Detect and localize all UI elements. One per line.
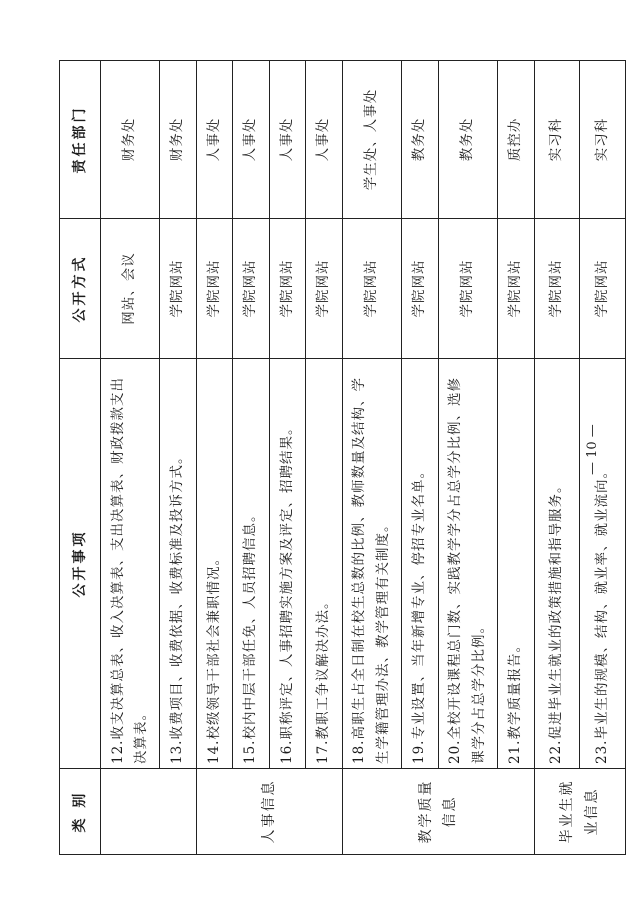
page-number: — 10 — <box>585 424 600 475</box>
department-cell: 教务处 <box>402 61 439 219</box>
department-cell: 人事处 <box>306 61 343 219</box>
item-cell: 12.收支决算总表、收入决算表、支出决算表、财政拨款支出决算表。 <box>101 359 160 769</box>
table-row <box>438 61 497 855</box>
method-cell: 学院网站 <box>534 219 580 359</box>
header-method: 公开方式 <box>60 219 101 359</box>
item-cell: 23.毕业生的规模、结构、就业率、就业流向。 <box>580 359 626 769</box>
table-row <box>498 61 535 855</box>
department-cell: 人事处 <box>233 61 270 219</box>
method-cell: 学院网站 <box>196 219 233 359</box>
method-cell: 学院网站 <box>580 219 626 359</box>
header-department: 责任部门 <box>60 61 101 219</box>
department-cell: 质控办 <box>498 61 535 219</box>
disclosure-table <box>59 60 626 855</box>
item-cell: 15.校内中层干部任免、人员招聘信息。 <box>233 359 270 769</box>
table-row <box>269 61 306 855</box>
category-cell-finance <box>101 769 197 855</box>
table-header-row <box>60 61 101 855</box>
category-graduate-employment: 毕业生就业信息 <box>534 769 625 855</box>
department-cell: 实习科 <box>580 61 626 219</box>
header-category: 类 别 <box>60 769 101 855</box>
table-row <box>233 61 270 855</box>
item-cell: 17.教职工争议解决办法。 <box>306 359 343 769</box>
department-cell: 财务处 <box>160 61 197 219</box>
method-cell: 学院网站 <box>160 219 197 359</box>
item-cell: 14.校级领导干部社会兼职情况。 <box>196 359 233 769</box>
table-row <box>402 61 439 855</box>
item-cell: 18.高职生占全日制在校生总数的比例、教师数量及结构、学生学籍管理办法、教学管理有关制度。 <box>342 359 401 769</box>
table-row <box>342 61 401 855</box>
method-cell: 学院网站 <box>269 219 306 359</box>
method-cell: 学院网站 <box>342 219 401 359</box>
item-cell: 20.全校开设课程总门数、实践教学学分占总学分比例、选修课学分占总学分比例。 <box>438 359 497 769</box>
item-cell: 13.收费项目、收费依据、收费标准及投诉方式。 <box>160 359 197 769</box>
category-personnel: 人事信息 <box>196 769 342 855</box>
item-cell: 21.教学质量报告。 <box>498 359 535 769</box>
item-cell: 16.职称评定、人事招聘实施方案及评定、招聘结果。 <box>269 359 306 769</box>
department-cell: 实习科 <box>534 61 580 219</box>
department-cell: 教务处 <box>438 61 497 219</box>
method-cell: 学院网站 <box>306 219 343 359</box>
table-row <box>196 61 233 855</box>
department-cell: 学生处、人事处 <box>342 61 401 219</box>
rotated-page <box>59 61 626 855</box>
table-row <box>101 61 160 855</box>
item-cell: 19.专业设置、当年新增专业、停招专业名单。 <box>402 359 439 769</box>
method-cell: 网站、会议 <box>101 219 160 359</box>
method-cell: 学院网站 <box>438 219 497 359</box>
table-row <box>160 61 197 855</box>
department-cell: 财务处 <box>101 61 160 219</box>
method-cell: 学院网站 <box>498 219 535 359</box>
category-teaching-quality: 教学质量信息 <box>342 769 534 855</box>
header-item: 公开事项 <box>60 359 101 769</box>
department-cell: 人事处 <box>196 61 233 219</box>
department-cell: 人事处 <box>269 61 306 219</box>
method-cell: 学院网站 <box>233 219 270 359</box>
method-cell: 学院网站 <box>402 219 439 359</box>
item-cell: 22.促进毕业生就业的政策措施和指导服务。 <box>534 359 580 769</box>
table-row <box>306 61 343 855</box>
